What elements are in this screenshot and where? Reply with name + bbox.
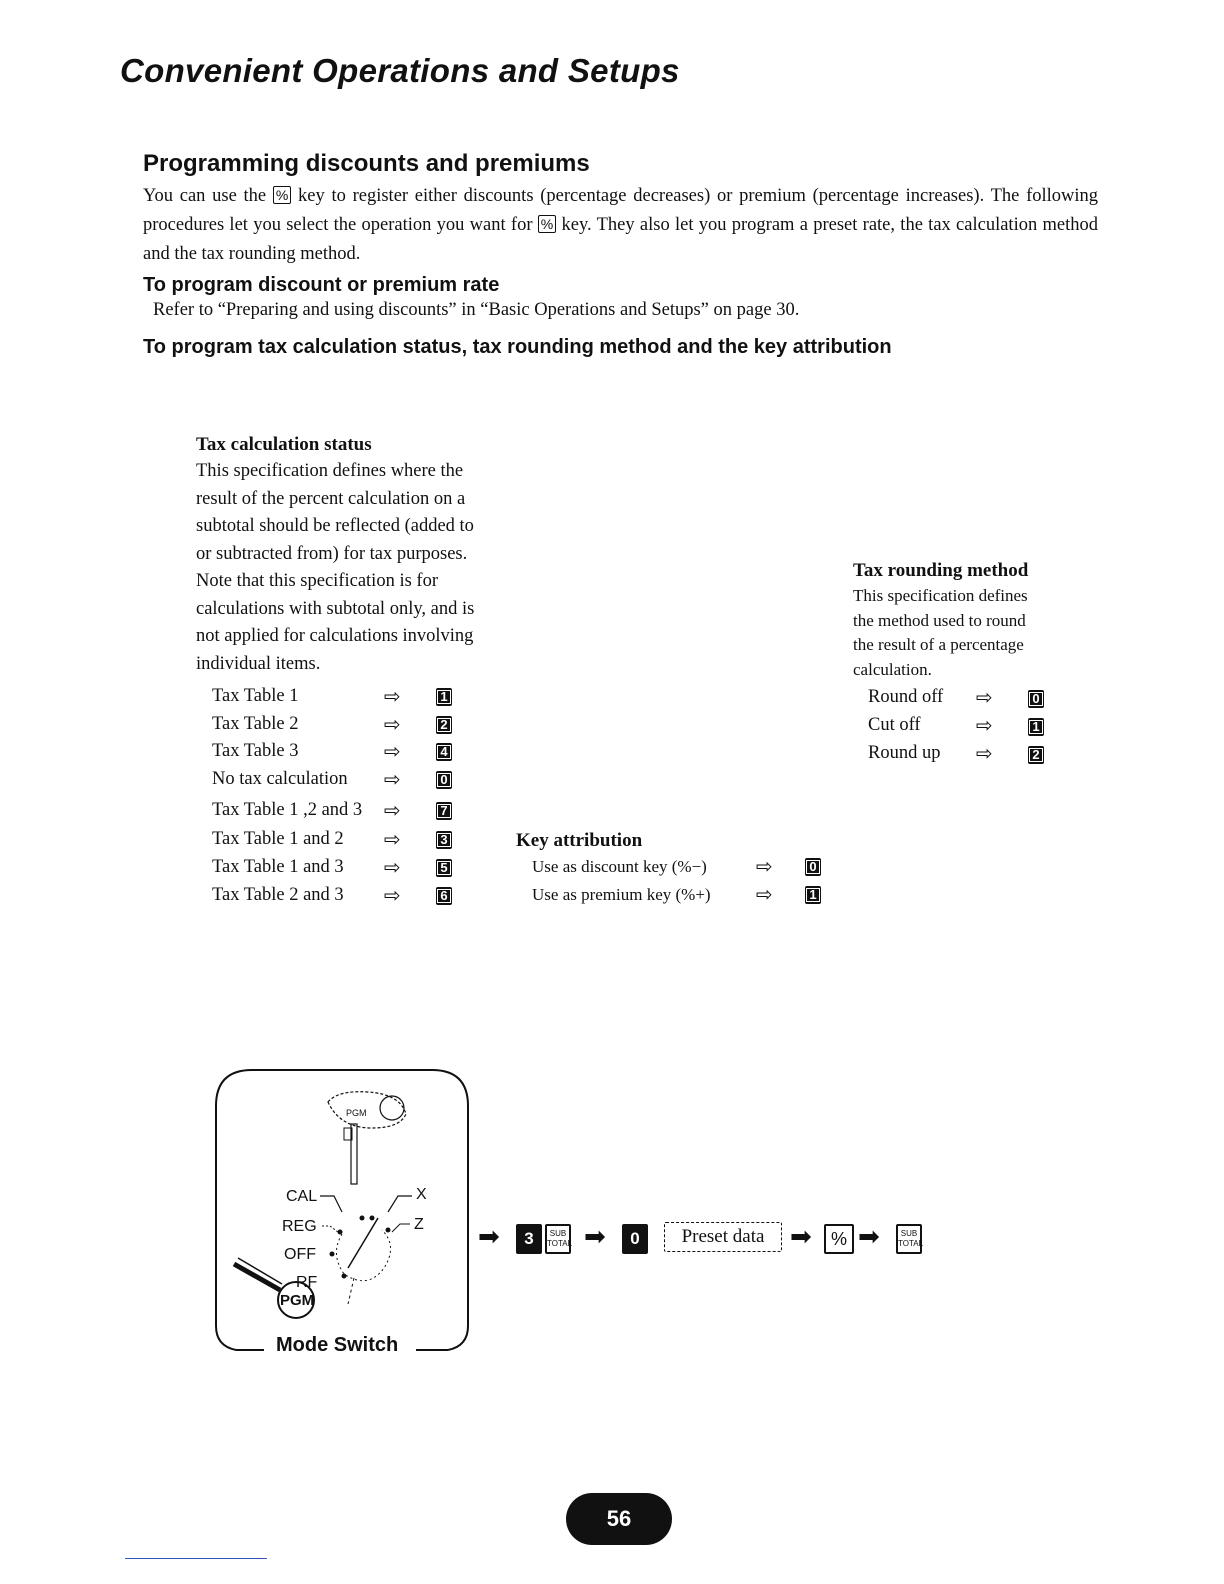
key-label: 2 <box>437 718 450 732</box>
rounding-line: This specification defines <box>853 586 1028 605</box>
rounding-line: the result of a percentage <box>853 635 1024 654</box>
arrow-icon: ⇨ <box>756 882 773 906</box>
key-0-icon: 0 <box>622 1224 648 1254</box>
number-key-icon <box>1028 690 1044 708</box>
number-key-icon <box>436 859 452 877</box>
arrow-icon: ⇨ <box>756 854 773 878</box>
arrow-icon: ⇨ <box>384 712 401 736</box>
key-label: 2 <box>1029 748 1042 762</box>
tax-option-row: Tax Table 1 and 3 <box>212 857 344 877</box>
key-label: 0 <box>1029 692 1042 706</box>
key-label: 1 <box>1029 720 1042 734</box>
rounding-option-row: Round up <box>868 743 941 763</box>
key-label: 6 <box>437 889 450 903</box>
tax-status-line: calculations with subtotal only, and is <box>196 598 475 619</box>
subtotal-key-icon <box>545 1224 571 1254</box>
tax-option-row: Tax Table 1 <box>212 686 299 706</box>
arrow-icon: ⇨ <box>976 713 993 737</box>
key-label: 7 <box>437 804 450 818</box>
subtotal-top-label: SUB <box>900 1229 918 1238</box>
number-key-icon <box>1028 746 1044 764</box>
tax-status-line: This specification defines where the <box>196 461 464 481</box>
rounding-description <box>853 584 1083 682</box>
tax-option-row: Tax Table 3 <box>212 741 299 761</box>
key-label: 1 <box>437 690 450 704</box>
number-key-icon <box>436 688 452 706</box>
number-key-icon <box>1028 718 1044 736</box>
rounding-line: the method used to round <box>853 610 1026 630</box>
tax-status-description <box>196 458 526 678</box>
tax-status-title: Tax calculation status <box>196 434 372 455</box>
arrow-icon: ⇨ <box>384 767 401 791</box>
rate-reference: Refer to “Preparing and using discounts” in “Basic Operations and Setups” on page 30. <box>153 300 800 320</box>
rounding-option-row: Round off <box>868 687 944 707</box>
rounding-block <box>853 560 1083 682</box>
number-key-icon <box>436 802 452 820</box>
key-label: 5 <box>437 861 450 875</box>
mode-switch-diagram <box>212 1068 472 1368</box>
key-label: 0 <box>806 860 819 874</box>
x-label: X <box>416 1186 427 1203</box>
number-key-icon <box>436 887 452 905</box>
subtotal-bottom-label: TOTAL <box>898 1239 924 1248</box>
arrow-icon: ⇨ <box>384 855 401 879</box>
mode-switch-frame <box>212 1068 472 1368</box>
arrow-icon: ⇨ <box>384 684 401 708</box>
subtotal-bottom-label: TOTAL <box>547 1239 573 1248</box>
z-label: Z <box>414 1216 424 1233</box>
number-key-icon <box>436 831 452 849</box>
number-key-icon <box>436 771 452 789</box>
rounding-line: calculation. <box>853 659 932 679</box>
tax-status-line: subtotal should be reflected (added to <box>196 516 474 536</box>
page-number-badge: 56 <box>566 1493 672 1545</box>
intro-paragraph <box>143 182 1098 269</box>
key-attr-option-row: Use as premium key (%+) <box>532 885 711 904</box>
cal-label: CAL <box>286 1188 318 1205</box>
tax-option-row: Tax Table 1 and 2 <box>212 829 344 849</box>
preset-data-box: Preset data <box>664 1222 782 1252</box>
arrow-icon: ⇨ <box>976 685 993 709</box>
rounding-title: Tax rounding method <box>853 560 1029 581</box>
tax-status-line: not applied for calculations involving <box>196 626 474 646</box>
percent-key-icon-2: % <box>538 215 556 233</box>
key-attr-option-row: Use as discount key (%−) <box>532 857 707 876</box>
intro-text-1: You can use the <box>143 186 267 206</box>
rounding-option-row: Cut off <box>868 715 921 735</box>
arrow-icon: ⇨ <box>384 739 401 763</box>
arrow-icon: ⇨ <box>384 827 401 851</box>
key-pgm-label: PGM <box>346 1108 367 1118</box>
key-label: 0 <box>437 773 450 787</box>
arrow-icon: ⇨ <box>384 883 401 907</box>
subtotal-top-label: SUB <box>549 1229 567 1238</box>
reg-label: REG <box>282 1218 317 1235</box>
tax-status-line: result of the percent calculation on a <box>196 488 466 509</box>
percent-key-icon-3: % <box>824 1224 854 1254</box>
number-key-icon <box>805 886 821 904</box>
key-label: 4 <box>437 745 450 759</box>
off-label: OFF <box>284 1246 316 1263</box>
tax-status-line: Note that this specification is for <box>196 571 438 591</box>
sequence-arrow-icon: ➡ <box>858 1222 880 1252</box>
footer-divider <box>125 1558 267 1559</box>
intro-text-3: key. They also let you program a preset rate, the tax calculation method and the tax rounding method. <box>143 215 1098 264</box>
sequence-arrow-icon: ➡ <box>790 1222 812 1252</box>
tax-status-block <box>196 434 526 678</box>
section-heading: Programming discounts and premiums <box>143 150 590 177</box>
sequence-arrow-icon: ➡ <box>584 1222 606 1252</box>
sequence-arrow-icon: ➡ <box>478 1222 500 1252</box>
subtotal-key-icon-2 <box>896 1224 922 1254</box>
arrow-icon: ⇨ <box>976 741 993 765</box>
arrow-icon: ⇨ <box>384 798 401 822</box>
tax-option-row: Tax Table 2 and 3 <box>212 885 344 905</box>
number-key-icon <box>805 858 821 876</box>
key-attribution-title: Key attribution <box>516 830 643 851</box>
number-key-icon <box>436 743 452 761</box>
tax-option-row: No tax calculation <box>212 769 348 789</box>
key-label: 3 <box>437 833 450 847</box>
tax-option-row: Tax Table 2 <box>212 714 299 734</box>
key-label: 1 <box>806 888 819 902</box>
rate-heading: To program discount or premium rate <box>143 274 500 296</box>
number-key-icon <box>436 716 452 734</box>
tax-heading: To program tax calculation status, tax rounding method and the key attribution <box>143 336 892 358</box>
tax-option-row: Tax Table 1 ,2 and 3 <box>212 800 363 820</box>
intro-text-2: key to register either discounts (percentage decreases) or premium (percentage increases). The following procedures let you select the operation you want for <box>143 186 1099 235</box>
key-3-icon: 3 <box>516 1224 542 1254</box>
mode-switch-caption: Mode Switch <box>270 1334 404 1357</box>
page-title: Convenient Operations and Setups <box>120 52 680 89</box>
rf-label: RF <box>296 1274 318 1291</box>
tax-status-line: or subtracted from) for tax purposes. <box>196 543 468 564</box>
percent-key-icon: % <box>273 186 291 204</box>
pgm-label: PGM <box>280 1292 315 1309</box>
tax-status-line: individual items. <box>196 653 321 674</box>
